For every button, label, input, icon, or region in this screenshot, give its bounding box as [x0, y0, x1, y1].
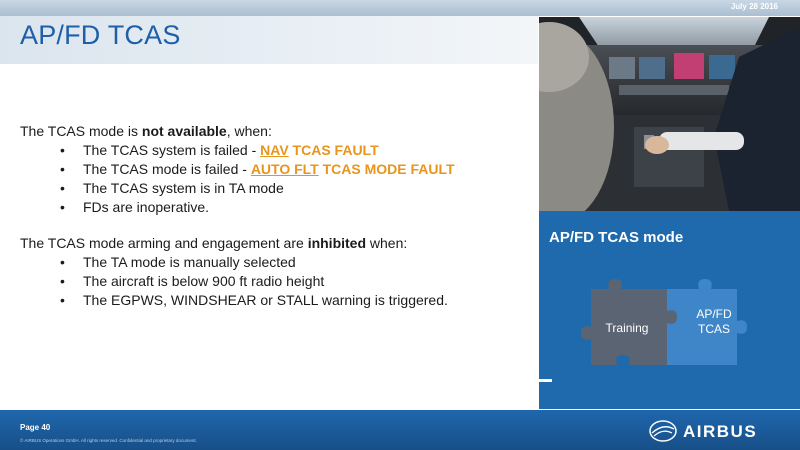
puzzle-label-apfd: AP/FD TCAS [696, 307, 732, 336]
cockpit-photo [539, 17, 800, 211]
list-item: • The aircraft is below 900 ft radio height [60, 272, 530, 291]
list-item: • The TCAS system is failed - NAV TCAS FAULT [60, 141, 530, 160]
puzzle-label-training: Training [605, 321, 649, 335]
slide-title: AP/FD TCAS [20, 20, 181, 50]
panel-title: AP/FD TCAS mode [549, 229, 684, 246]
footer [0, 410, 800, 450]
slide-content [20, 122, 530, 310]
dash-mark [539, 379, 552, 382]
info-panel [539, 211, 800, 409]
logo-text: AIRBUS [683, 422, 758, 441]
date-label: July 28 2016 [730, 2, 778, 11]
not-available-intro: The TCAS mode is not available, when: [20, 123, 272, 139]
list-item: • The TCAS system is in TA mode [60, 179, 530, 198]
page-number: Page 40 [20, 423, 51, 432]
airbus-emblem-icon [648, 418, 678, 444]
top-strip [0, 0, 800, 16]
airbus-logo [648, 418, 778, 444]
copyright-text: © AIRBUS Operations GmbH. All rights reserved. Confidential and proprietary document. [20, 438, 197, 443]
inhibited-list [60, 253, 530, 310]
inhibited-intro: The TCAS mode arming and engagement are inhibited when: [20, 235, 408, 251]
list-item: • The TA mode is manually selected [60, 253, 530, 272]
not-available-list [60, 141, 530, 217]
list-item: • The EGPWS, WINDSHEAR or STALL warning is triggered. [60, 291, 530, 310]
list-item: • The TCAS mode is failed - AUTO FLT TCAS MODE FAULT [60, 160, 530, 179]
list-item: • FDs are inoperative. [60, 198, 530, 217]
